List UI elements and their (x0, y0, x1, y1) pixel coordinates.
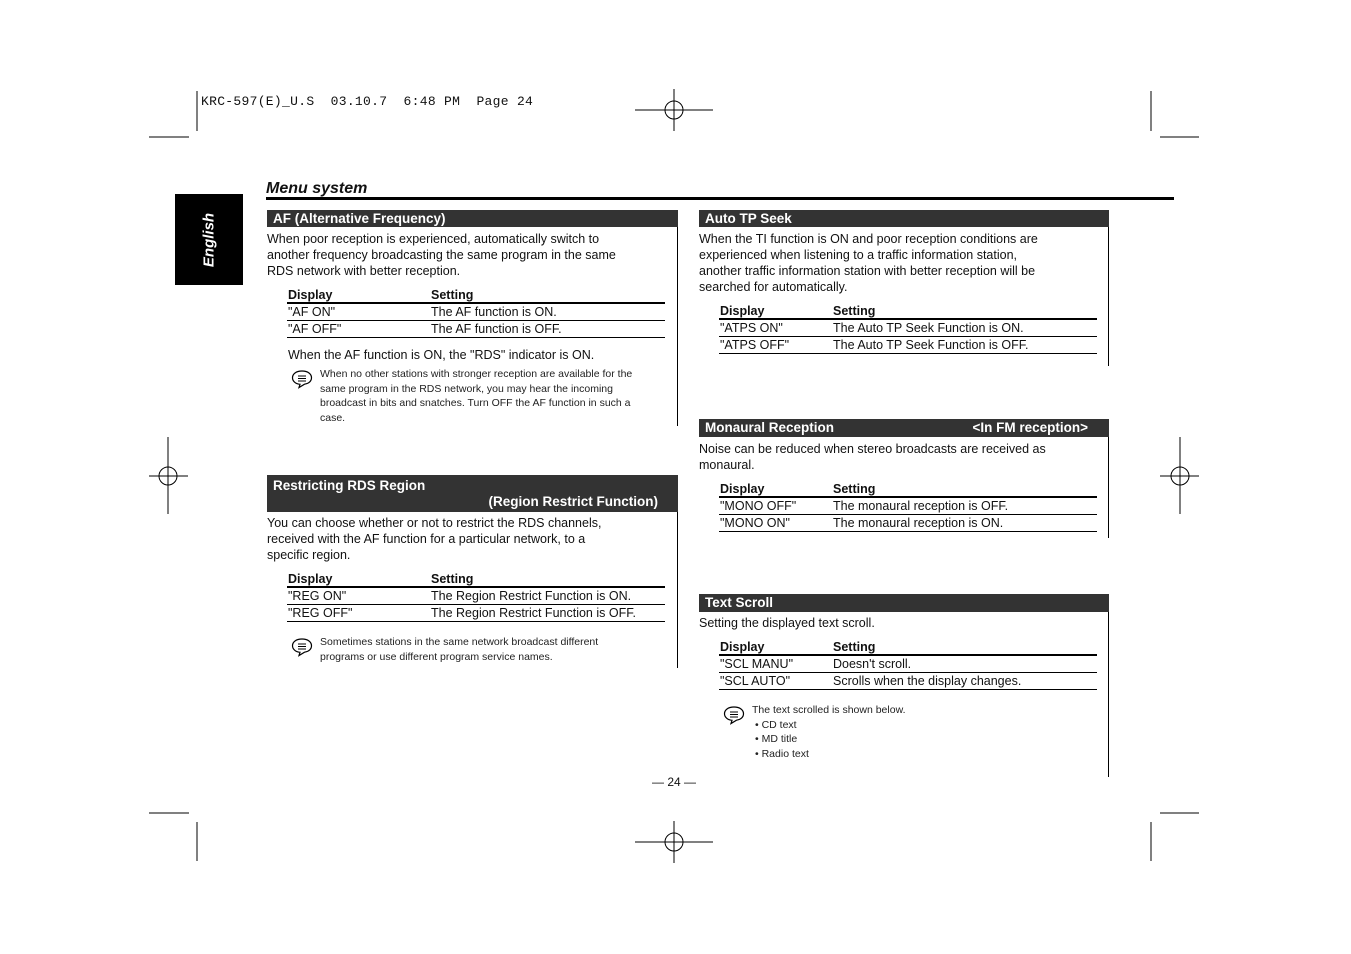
column-rule (1108, 226, 1109, 366)
mono-settings-table (719, 481, 1097, 532)
scroll-description (699, 615, 875, 631)
table-cell-setting: The Region Restrict Function is OFF. (431, 606, 636, 620)
table-cell-display: "MONO ON" (720, 516, 790, 530)
table-row (719, 498, 1097, 515)
column-header-setting: Setting (833, 482, 876, 496)
text-line: another traffic information station with better reception will be (699, 264, 1036, 278)
list-item: • Radio text (755, 747, 809, 760)
text-line: searched for automatically. (699, 280, 848, 294)
mono-section-subtitle: <In FM reception> (972, 420, 1088, 435)
text-line: Setting the displayed text scroll. (699, 616, 875, 630)
column-header-display: Display (288, 288, 333, 302)
table-cell-setting: Scrolls when the display changes. (833, 674, 1022, 688)
table-cell-display: "REG ON" (288, 589, 347, 603)
table-row (287, 304, 665, 321)
text-line: experienced when listening to a traffic information station, (699, 248, 1018, 262)
list-item: • MD title (755, 733, 798, 745)
note-icon (723, 705, 745, 725)
registration-mark-left (149, 437, 188, 514)
scroll-settings-table (719, 639, 1097, 690)
table-cell-setting: The Auto TP Seek Function is ON. (833, 321, 1024, 335)
text-line: broadcast in bits and snatches. Turn OFF the AF function in such a (320, 397, 631, 409)
column-rule (677, 510, 678, 668)
column-header-setting: Setting (431, 288, 474, 302)
column-header-display: Display (720, 640, 765, 654)
atp-section-header (699, 210, 1109, 227)
note-icon (291, 369, 313, 389)
text-line: Noise can be reduced when stereo broadcasts are received as (699, 442, 1046, 456)
af-section-title: AF (Alternative Frequency) (273, 211, 446, 226)
text-line: case. (320, 411, 346, 424)
rds-section-title: Restricting RDS Region (273, 478, 426, 493)
table-row (287, 321, 665, 338)
table-row (719, 515, 1097, 532)
scroll-section-title: Text Scroll (705, 595, 774, 610)
column-header-setting: Setting (833, 304, 876, 318)
column-header-setting: Setting (833, 640, 876, 654)
table-cell-display: "SCL AUTO" (720, 674, 791, 688)
af-settings-table (287, 287, 665, 338)
text-line: When the TI function is ON and poor reception conditions are (699, 232, 1038, 246)
text-line: another frequency broadcasting the same program in the same (267, 248, 616, 262)
mono-section-title: Monaural Reception (705, 420, 835, 435)
table-header (719, 481, 1097, 498)
table-cell-display: "SCL MANU" (720, 657, 794, 671)
text-line: received with the AF function for a particular network, to a (267, 532, 586, 546)
rds-description (267, 515, 601, 563)
table-header (287, 287, 665, 304)
note-icon (291, 637, 313, 657)
mono-description (699, 441, 1046, 473)
column-rule (1108, 611, 1109, 777)
rds-note (320, 635, 598, 664)
rds-section-header (267, 475, 678, 512)
table-cell-setting: The monaural reception is OFF. (833, 499, 1009, 513)
table-row (719, 656, 1097, 673)
table-header (287, 571, 665, 588)
column-header-display: Display (720, 482, 765, 496)
text-line: You can choose whether or not to restrict the RDS channels, (267, 516, 602, 530)
registration-mark-top (635, 89, 713, 131)
text-line: same program in the RDS network, you may hear the incoming (320, 382, 613, 395)
print-header: KRC-597(E)_U.S 03.10.7 6:48 PM Page 24 (201, 94, 534, 109)
registration-mark-bottom (635, 821, 713, 863)
rds-section-subtitle: (Region Restrict Function) (488, 494, 658, 509)
table-header (719, 303, 1097, 320)
table-header (719, 639, 1097, 656)
af-section-header (267, 210, 678, 227)
table-cell-setting: The AF function is ON. (431, 305, 557, 319)
table-cell-display: "MONO OFF" (720, 499, 797, 513)
text-line: When poor reception is experienced, automatically switch to (267, 232, 600, 246)
table-row (719, 320, 1097, 337)
af-indicator-text: When the AF function is ON, the "RDS" indicator is ON. (288, 348, 595, 362)
scroll-section-header (699, 594, 1109, 612)
table-cell-setting: The Region Restrict Function is ON. (431, 589, 632, 603)
table-cell-setting: The Auto TP Seek Function is OFF. (833, 338, 1029, 352)
text-line: When no other stations with stronger reception are available for the (320, 368, 633, 380)
table-cell-display: "ATPS OFF" (720, 338, 790, 352)
language-tab-label: English (200, 212, 218, 268)
text-line: Sometimes stations in the same network broadcast different (320, 636, 599, 648)
text-line: monaural. (699, 458, 755, 472)
text-line: RDS network with better reception. (267, 264, 461, 278)
page-number: — 24 — (651, 775, 696, 789)
registration-mark-right (1160, 437, 1199, 514)
table-cell-setting: The monaural reception is ON. (833, 516, 1004, 530)
table-cell-display: "AF OFF" (288, 322, 342, 336)
af-note (320, 367, 632, 425)
table-cell-setting: Doesn't scroll. (833, 657, 912, 671)
table-row (287, 605, 665, 622)
page-title: Menu system (266, 180, 368, 197)
table-cell-display: "REG OFF" (288, 606, 353, 620)
table-row (719, 337, 1097, 354)
text-line: specific region. (267, 548, 351, 562)
table-row (287, 588, 665, 605)
language-tab (175, 194, 243, 285)
atp-section-title: Auto TP Seek (705, 211, 792, 226)
atp-settings-table (719, 303, 1097, 354)
text-line: The text scrolled is shown below. (752, 704, 906, 716)
atp-description (699, 231, 1038, 295)
table-row (719, 673, 1097, 690)
title-rule (266, 197, 1174, 200)
mono-section-header (699, 419, 1109, 437)
column-header-display: Display (288, 572, 333, 586)
table-cell-setting: The AF function is OFF. (431, 322, 562, 336)
rds-settings-table (287, 571, 665, 622)
column-rule (677, 226, 678, 426)
column-header-display: Display (720, 304, 765, 318)
list-item: • CD text (755, 718, 797, 731)
text-line: programs or use different program service names. (320, 650, 553, 663)
column-rule (1108, 436, 1109, 538)
table-cell-display: "ATPS ON" (720, 321, 783, 335)
table-cell-display: "AF ON" (288, 305, 336, 319)
scroll-note (752, 703, 906, 761)
af-description (267, 231, 616, 279)
column-header-setting: Setting (431, 572, 474, 586)
